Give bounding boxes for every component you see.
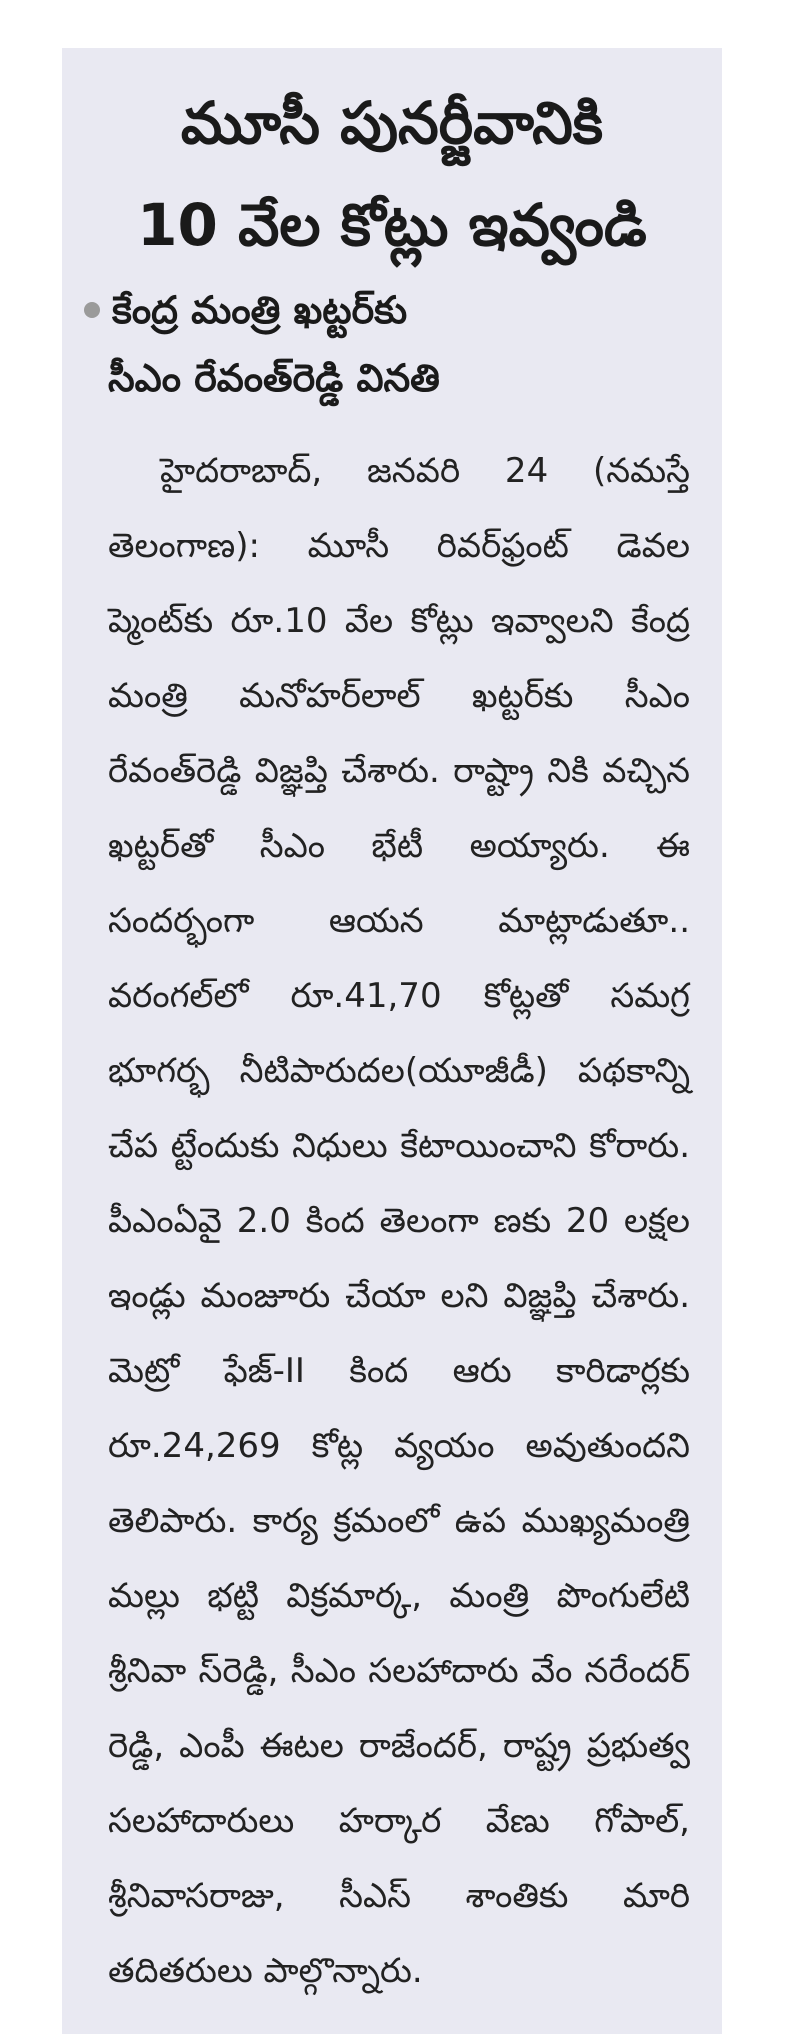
headline-line-1: మూసీ పునర్జీవానికి xyxy=(180,89,604,157)
subheadline-line-2: సీఎం రేవంత్‌రెడ్డి వినతి xyxy=(108,356,440,400)
news-clipping xyxy=(62,48,722,2034)
article-body: హైదరాబాద్‌, జనవరి 24 (నమస్తే తెలంగాణ): మూసీ రివర్‌ఫ్రంట్‌ డెవల ప్మెంట్‌కు రూ.10 వేల కోట్లు ఇవ్వాలని కేంద్ర మంత్రి మనోహర్‌లాల్‌ ఖట్టర్‌కు సీఎం రేవంత్‌రెడ్డి విజ్ఞప్తి చేశారు. రాష్ట్రా నికి వచ్చిన ఖట్టర్‌తో సీఎం భేటీ అయ్యారు. ఈ సందర్భంగా ఆయన మాట్లాడుతూ.. వరంగల్‌లో రూ.41,70 కోట్లతో సమగ్ర భూగర్భ నీటిపారుదల(యూజీడీ) పథకాన్ని చేప ట్టేందుకు నిధులు కేటాయించాని కోరారు. పీఎంఏవై 2.0 కింద తెలంగా ణకు 20 లక్షల ఇండ్లు మంజూరు చేయా లని విజ్ఞప్తి చేశారు. మెట్రో ఫేజ్‌-II కింద ఆరు కారిడార్లకు రూ.24,269 కోట్ల వ్యయం అవుతుందని తెలిపారు. కార్య క్రమంలో ఉప ముఖ్యమంత్రి మల్లు భట్టి విక్రమార్క, మంత్రి పొంగులేటి శ్రీనివా స్‌రెడ్డి, సీఎం సలహాదారు వేం నరేందర్‌ రెడ్డి, ఎంపీ ఈటల రాజేందర్‌, రాష్ట్ర ప్రభుత్వ సలహాదారులు హర్కార వేణు గోపాల్‌, శ్రీనివాసరాజు, సీఎస్‌ శాంతికు మారి తదితరులు పాల్గొన్నారు. xyxy=(108,451,690,1991)
bullet-icon xyxy=(84,302,100,318)
subheadline-line-1 xyxy=(62,276,722,344)
headline-line-2: 10 వేల కోట్లు ఇవ్వండి xyxy=(137,191,647,259)
subheadline-line-1-text: కేంద్ర మంత్రి ఖట్టర్‌కు xyxy=(112,288,408,332)
